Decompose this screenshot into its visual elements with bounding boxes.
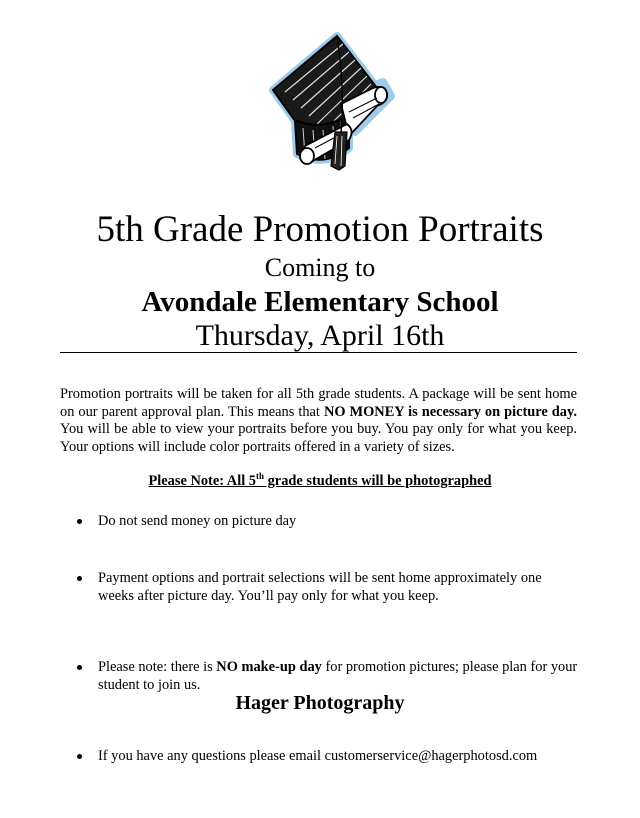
bullet-icon xyxy=(77,519,82,524)
school-name: Avondale Elementary School xyxy=(141,286,499,318)
note-text-continued: grade students will be photographed xyxy=(264,473,492,489)
divider xyxy=(60,352,577,353)
list-item xyxy=(76,747,581,765)
note-heading xyxy=(0,472,640,490)
list-item-text: If you have any questions please email customerservice@hagerphotosd.com xyxy=(98,748,538,764)
bullet-icon xyxy=(77,576,82,581)
intro-paragraph xyxy=(60,386,577,456)
list-item-text: Do not send money on picture day xyxy=(98,513,297,529)
bullet-icon xyxy=(77,665,82,670)
note-superscript: th xyxy=(256,471,265,481)
subtitle: Coming to xyxy=(264,253,376,282)
event-date: Thursday, April 16th xyxy=(195,319,445,352)
note-text: Please Note: All 5 xyxy=(148,473,256,489)
intro-bold-text: NO MONEY is necessary on picture day. xyxy=(323,403,577,420)
company-signature: Hager Photography xyxy=(235,692,405,714)
list-item xyxy=(76,569,581,605)
bullet-icon xyxy=(77,754,82,759)
list-item-text: Please note: there is xyxy=(98,659,217,675)
list-item xyxy=(76,658,581,694)
intro-text: Promotion portraits will be taken for all 5th grade students. A package will be sent home on our parent approval plan. This means that xyxy=(60,386,577,420)
list-item-bold-text: NO make-up day xyxy=(216,659,322,675)
page-title: 5th Grade Promotion Portraits xyxy=(96,209,544,250)
list-item-text-continued: for promotion pictures; please plan for your student to join us. xyxy=(98,659,578,693)
list-item-text: Payment options and portrait selections will be sent home approximately one weeks after picture day. You’ll pay only for what you keep. xyxy=(98,570,542,604)
intro-text-continued: You will be able to view your portraits before you buy. You pay only for what you keep. Your options will include color portraits offered in a variety of sizes. xyxy=(60,421,577,455)
graduation-cap-and-diploma-icon xyxy=(245,28,395,188)
list-item xyxy=(76,512,581,530)
